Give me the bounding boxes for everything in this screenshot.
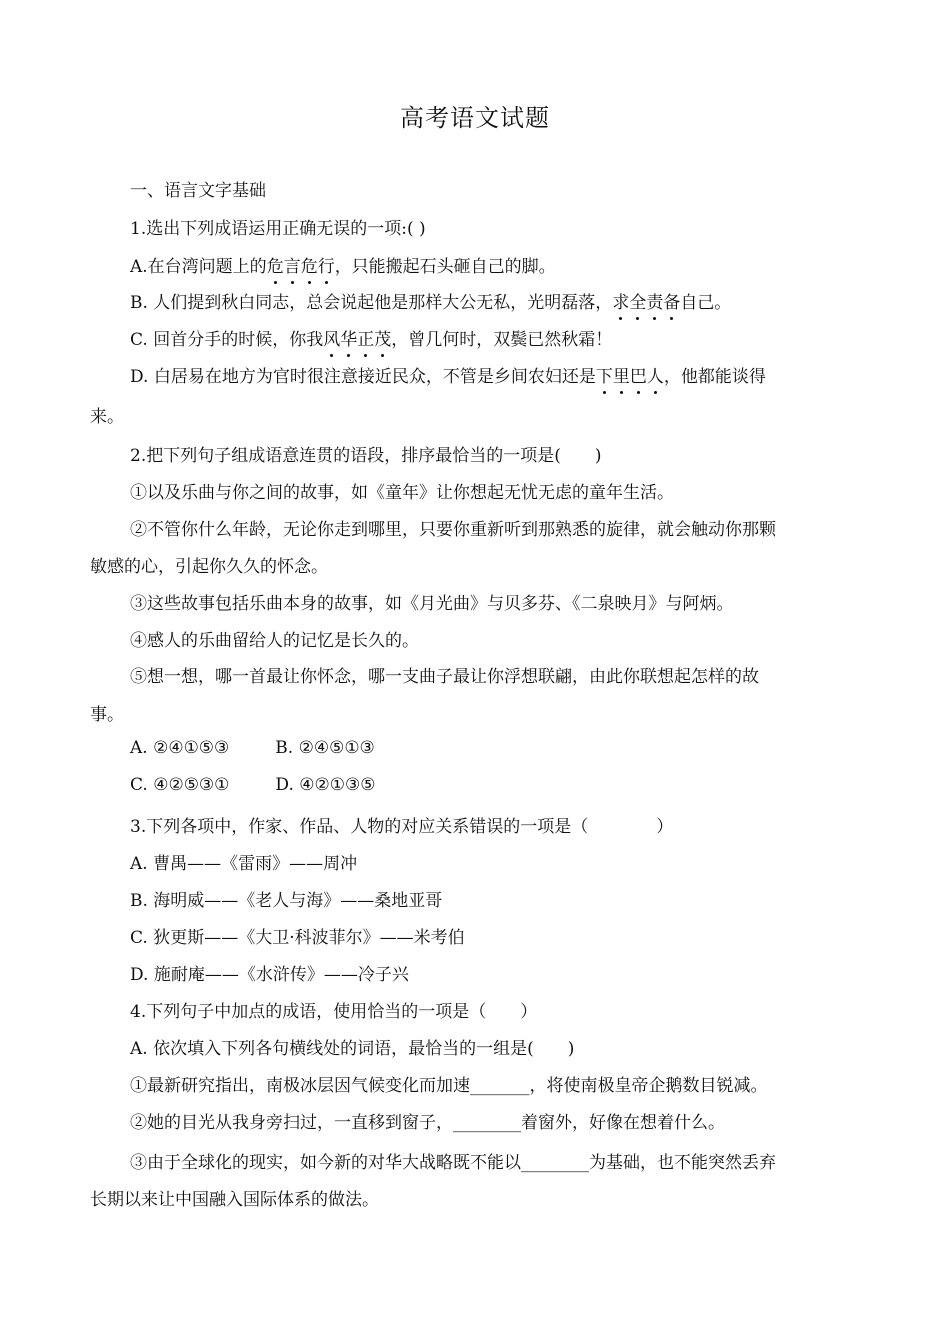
section-heading: 一、语言文字基础 [130,181,266,201]
question-4-stem: 4.下列句子中加点的成语，使用恰当的一项是（ ） [130,1002,538,1022]
option-text: C. 回首分手的时候，你我 [130,330,324,350]
dotted-idiom [612,293,680,313]
emphasis-dot-char: 危 [301,252,318,277]
emphasis-dot-char: 言 [284,252,301,277]
question-4-sentence-1: ①最新研究指出，南极冰层因气候变化而加速_______，将使南极皇帝企鹅数目锐减。 [130,1076,768,1096]
emphasis-dot-char: 里 [613,362,630,387]
dotted-idiom [267,257,335,277]
option-text: 自己。 [680,293,732,313]
question-2-sentence-4: ④感人的乐曲留给人的记忆是长久的。 [130,631,419,651]
option-text: ，曾几何时，双鬓已然秋霜！ [391,330,613,350]
emphasis-dot-char: 人 [647,362,664,387]
option-text: A.在台湾问题上的 [130,257,267,277]
dotted-idiom [323,330,391,350]
question-4-option-a: A. 依次填入下列各句横线处的词语，最恰当的一组是( ) [130,1039,575,1059]
question-2-sentence-2: ②不管你什么年龄，无论你走到哪里，只要你重新听到那熟悉的旋律，就会触动你那颗 [130,520,776,540]
question-3-option-c: C. 狄更斯——《大卫·科波菲尔》——米考伯 [130,928,465,948]
emphasis-dot-char: 危 [267,252,284,277]
option-text: B. 人们提到秋白同志，总会说起他是那样大公无私，光明磊落， [130,293,613,313]
question-4-sentence-2: ②她的目光从我身旁扫过，一直移到窗子，________着窗外，好像在想着什么。 [130,1113,725,1133]
question-2-sentence-1: ①以及乐曲与你之间的故事，如《童年》让你想起无忧无虑的童年生活。 [130,483,674,503]
emphasis-dot-char: 全 [629,288,646,313]
question-2-option-c: C. ④②⑤③① [130,775,230,795]
emphasis-dot-char: 求 [612,288,629,313]
question-1-option-d [130,362,766,387]
emphasis-dot-char: 茂 [374,325,391,350]
question-1-option-a [130,252,556,277]
question-2-sentence-3: ③这些故事包括乐曲本身的故事，如《月光曲》与贝多芬、《二泉映月》与阿炳。 [130,594,734,614]
question-4-sentence-3: ③由于全球化的现实，如今新的对华大战略既不能以________为基础，也不能突然丢弃 [130,1153,776,1173]
emphasis-dot-char: 巴 [630,362,647,387]
page-title: 高考语文试题 [400,104,550,132]
question-1-option-c [130,325,612,350]
question-2-sentence-2-continued: 敏感的心，引起你久久的怀念。 [90,557,328,577]
emphasis-dot-char: 风 [323,325,340,350]
emphasis-dot-char: 正 [357,325,374,350]
question-2-stem: 2.把下列句子组成语意连贯的语段，排序最恰当的一项是( ) [130,446,602,466]
question-2-options-row-1 [130,738,375,758]
emphasis-dot-char: 下 [596,362,613,387]
emphasis-dot-char: 行 [318,252,335,277]
question-2-sentence-5: ⑤想一想，哪一首最让你怀念，哪一支曲子最让你浮想联翩，由此你联想起怎样的故 [130,667,759,687]
question-3-stem: 3.下列各项中，作家、作品、人物的对应关系错误的一项是（ ） [130,817,674,837]
question-3-option-b: B. 海明威——《老人与海》——桑地亚哥 [130,891,443,911]
question-2-options-row-2 [130,775,375,795]
question-2-sentence-5-continued: 事。 [90,705,124,725]
question-3-option-d: D. 施耐庵——《水浒传》——冷子兴 [130,965,409,985]
dotted-idiom [596,367,664,387]
emphasis-dot-char: 华 [340,325,357,350]
question-3-option-a: A. 曹禺——《雷雨》——周冲 [130,854,358,874]
question-4-sentence-3-continued: 长期以来让中国融入国际体系的做法。 [90,1190,379,1210]
question-1-option-b [130,288,731,313]
question-2-option-b: B. ②④⑤①③ [275,738,375,758]
question-1-option-d-continued: 来。 [90,407,124,427]
emphasis-dot-char: 责 [646,288,663,313]
option-text: ，只能搬起石头砸自己的脚。 [334,257,556,277]
option-text: D. 白居易在地方为官时很注意接近民众，不管是乡间农妇还是 [130,367,596,387]
emphasis-dot-char: 备 [663,288,680,313]
option-text: ，他都能谈得 [663,367,766,387]
question-2-option-a: A. ②④①⑤③ [130,738,230,758]
question-2-option-d: D. ④②①③⑤ [275,775,376,795]
question-1-stem: 1.选出下列成语运用正确无误的一项:( ) [130,219,426,239]
